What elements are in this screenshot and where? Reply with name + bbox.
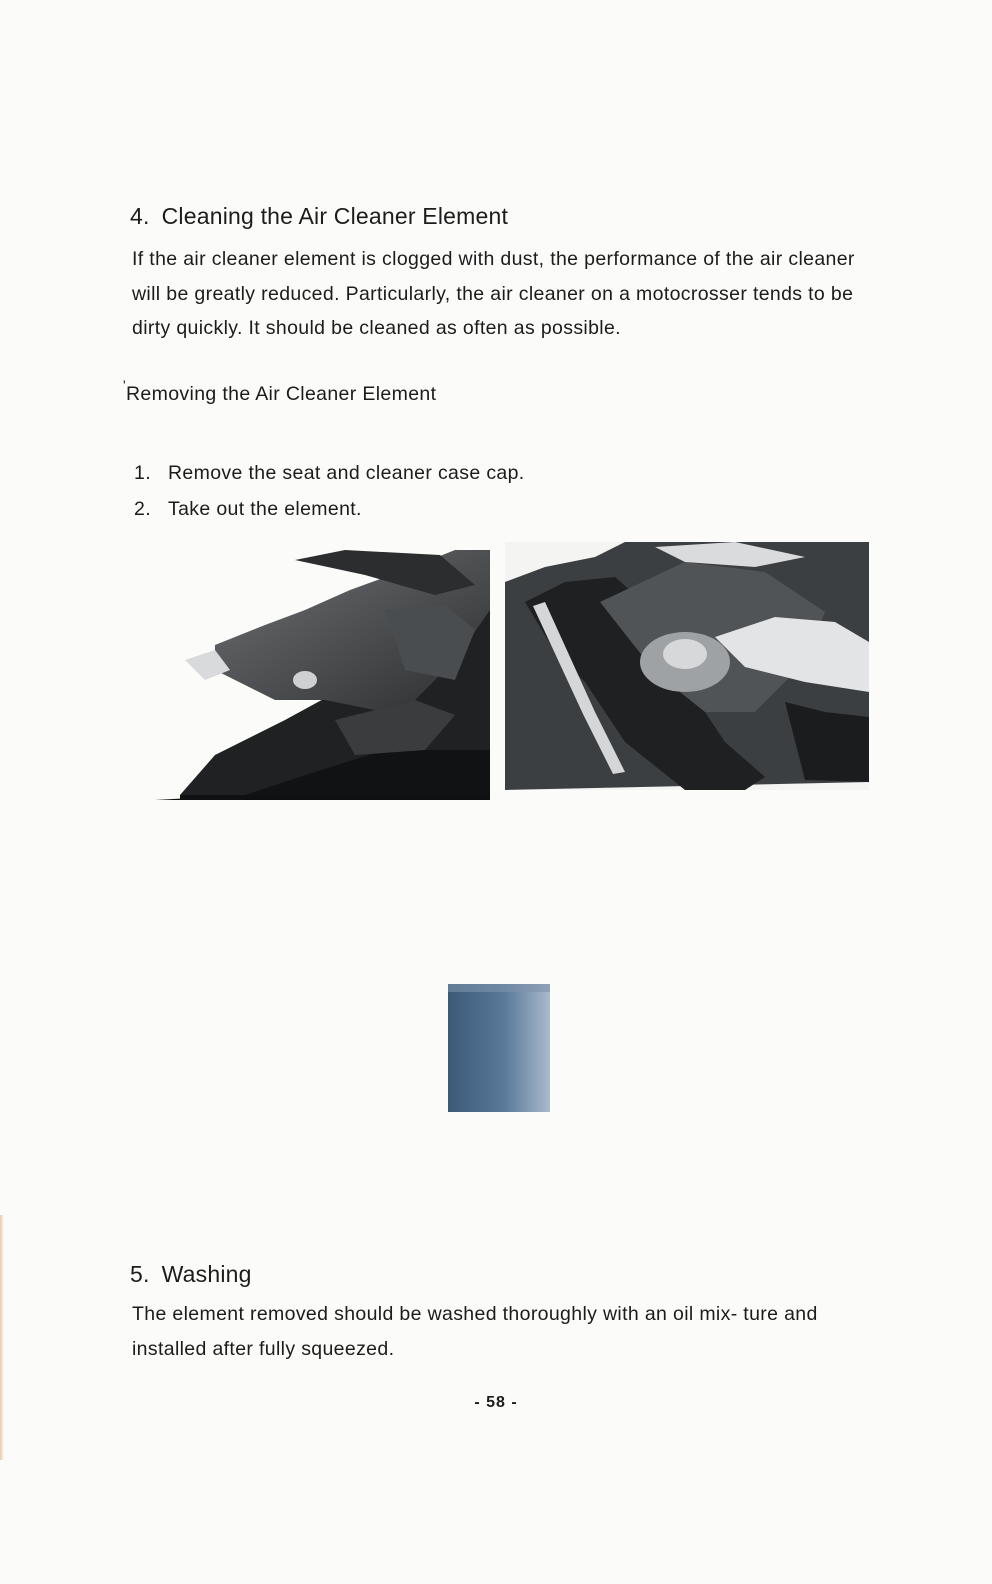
air-cleaner-element-photo [446,980,552,1115]
step-text: Take out the element. [168,498,362,520]
step-number: 2. [134,498,151,520]
section-4-title: Cleaning the Air Cleaner Element [161,203,509,229]
step-number: 1. [134,462,151,484]
section-5-heading [130,1261,252,1288]
removing-element-subheading: ' Removing the Air Cleaner Element [126,383,436,406]
section-5-title: Washing [161,1261,252,1287]
removal-steps-list [134,456,525,528]
section-4-number: 4. [130,203,150,229]
step-text: Remove the seat and cleaner case cap. [168,462,525,484]
list-item [134,456,525,492]
page-number: - 58 - [474,1394,518,1411]
page-edge-shadow [0,1215,4,1460]
section-4-heading [130,203,508,230]
section-4-paragraph: If the air cleaner element is clogged with dust, the performance of the air cleaner will be greatly reduced. Particularly, the air cleaner on a motocrosser tends to be dirty quickly. It should be cleaned as often as possible. [132,248,855,339]
element-removal-photo [505,542,869,790]
list-item [134,492,525,528]
section-5-paragraph: The element removed should be washed thoroughly with an oil mix- ture and installed after fully squeezed. [132,1303,818,1360]
section-5-number: 5. [130,1261,150,1287]
seat-removal-photo [155,550,490,800]
